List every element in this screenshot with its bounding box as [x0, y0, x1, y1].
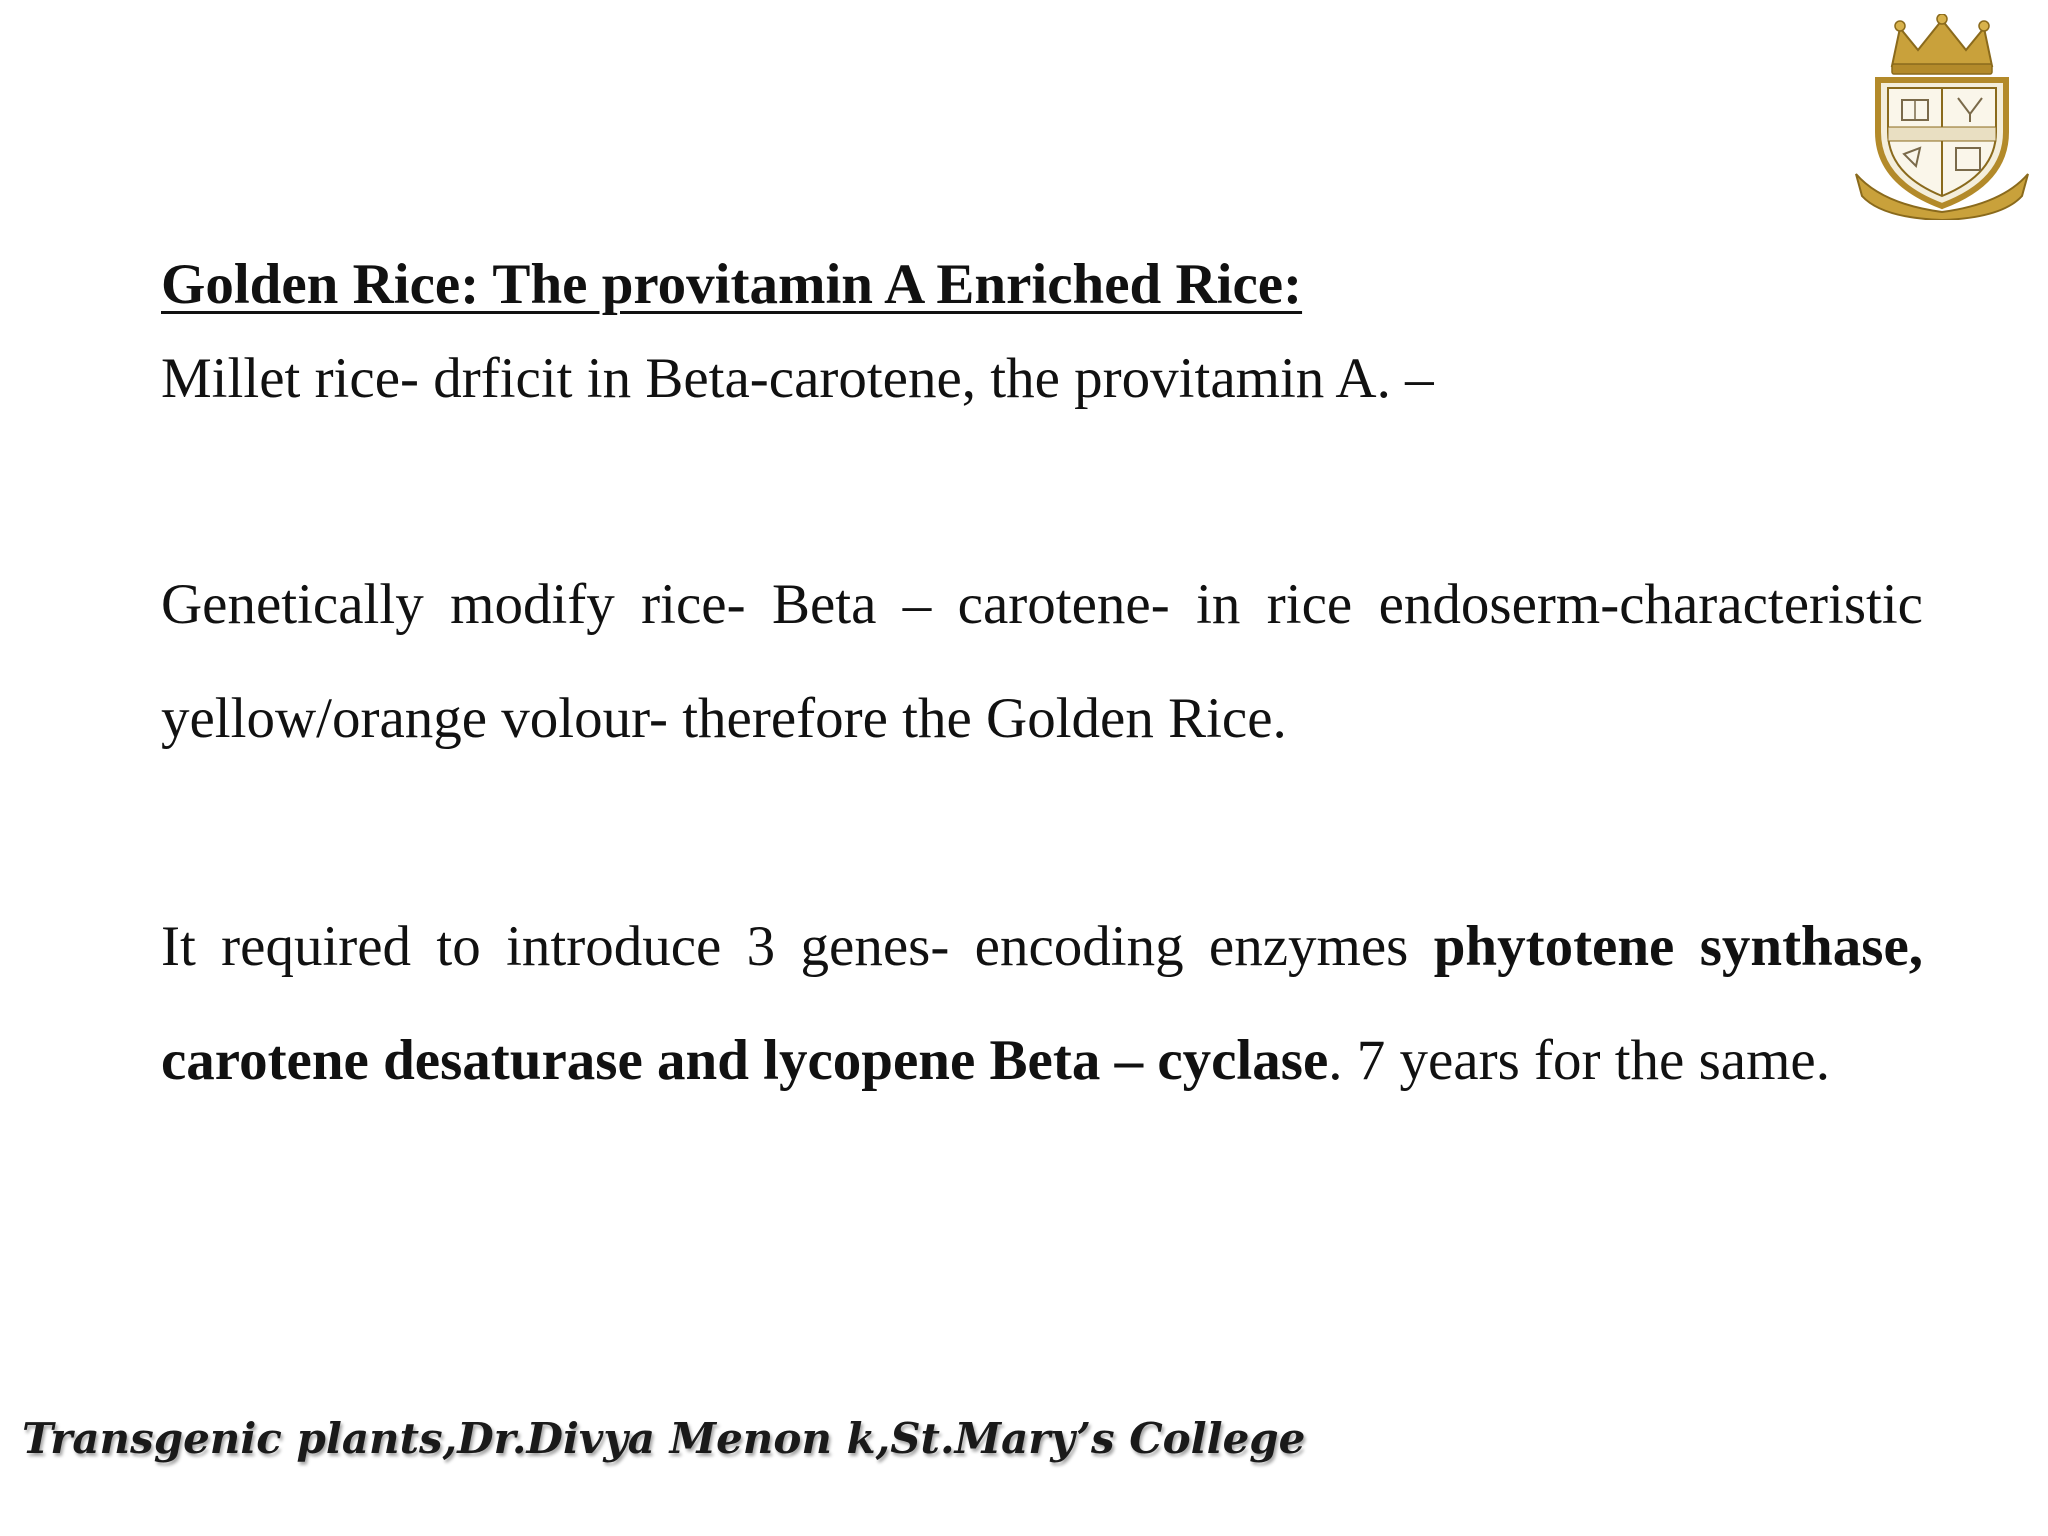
slide-footer: Transgenic plants,Dr.Divya Menon k,St.Mary’s College	[22, 1414, 1306, 1463]
crown-icon	[1892, 14, 1992, 74]
slide-content	[161, 240, 1923, 1118]
genes-intro-text: It required to introduce 3 genes- encoding enzymes	[161, 915, 1434, 978]
paragraph-millet-rice: Millet rice- drficit in Beta-carotene, the provitamin A. –	[161, 347, 1434, 410]
enzymes-bold-text: phytotene synthase, carotene desaturase and lycopene Beta – cyclase	[161, 915, 1923, 1092]
slide-title: Golden Rice: The provitamin A Enriched Rice:	[161, 253, 1303, 316]
paragraph-genetic-modification: Genetically modify rice- Beta – carotene- in rice endoserm-characteristic yellow/orange volour- therefore the Golden Rice.	[161, 573, 1923, 750]
paragraph-genes-required	[161, 890, 1923, 1118]
shield-icon	[1878, 80, 2006, 206]
genes-outro-text: . 7 years for the same.	[1328, 1029, 1830, 1092]
college-crest-icon	[1852, 14, 2032, 220]
